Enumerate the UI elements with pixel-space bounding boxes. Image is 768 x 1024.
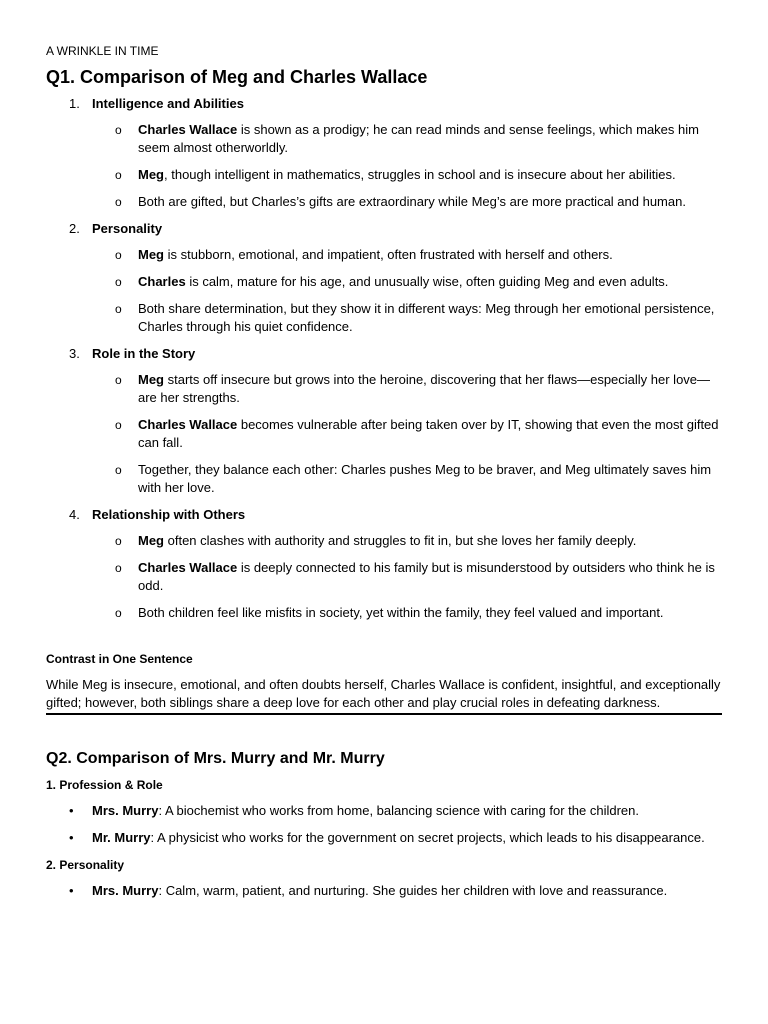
circle-bullet-icon: o xyxy=(115,373,122,387)
item-text: Together, they balance each other: Charles pushes Meg to be braver, and Meg ultimately saves him with her love. xyxy=(138,462,712,495)
bullet-list xyxy=(46,802,722,847)
q2-heading: Q2. Comparison of Mrs. Murry and Mr. Murry xyxy=(46,750,385,767)
lead-term: Mrs. Murry xyxy=(92,803,159,818)
circle-bullet-icon: o xyxy=(115,195,122,209)
item-text: : A biochemist who works from home, balancing science with caring for the children. xyxy=(158,803,639,818)
section-label: 2. Personality xyxy=(46,858,125,872)
lead-term: Meg xyxy=(138,247,164,262)
circle-bullet-icon: o xyxy=(115,275,122,289)
dot-bullet-icon: • xyxy=(69,883,74,898)
circle-bullet-icon: o xyxy=(115,418,122,432)
sub-bullet-list xyxy=(46,246,722,336)
q1-section xyxy=(46,345,722,497)
section-label: Personality xyxy=(92,221,163,236)
list-item xyxy=(46,121,722,157)
lead-term: Meg xyxy=(138,167,164,182)
circle-bullet-icon: o xyxy=(115,534,122,548)
lead-term: Meg xyxy=(138,533,164,548)
circle-bullet-icon: o xyxy=(115,463,122,477)
section-number: 3. xyxy=(69,346,80,361)
list-item xyxy=(46,802,722,820)
contrast-heading: Contrast in One Sentence xyxy=(46,652,193,666)
section-number: 1. xyxy=(69,96,80,111)
list-item xyxy=(46,273,722,291)
list-item xyxy=(46,829,722,847)
item-text: is shown as a prodigy; he can read minds and sense feelings, which makes him seem almost otherworldly. xyxy=(138,122,699,155)
item-text: : A physicist who works for the government on secret projects, which leads to his disappearance. xyxy=(150,830,705,845)
lead-term: Charles xyxy=(138,274,186,289)
item-text: is calm, mature for his age, and unusually wise, often guiding Meg and even adults. xyxy=(185,274,669,289)
circle-bullet-icon: o xyxy=(115,248,122,262)
list-item xyxy=(46,604,722,622)
q1-section xyxy=(46,506,722,622)
list-item xyxy=(46,461,722,497)
circle-bullet-icon: o xyxy=(115,123,122,137)
section-number: 2. xyxy=(69,221,80,236)
list-item xyxy=(46,371,722,407)
bullet-list xyxy=(46,882,722,900)
circle-bullet-icon: o xyxy=(115,606,122,620)
section-label: Intelligence and Abilities xyxy=(92,96,244,111)
item-text: is stubborn, emotional, and impatient, often frustrated with herself and others. xyxy=(164,247,613,262)
q1-heading: Q1. Comparison of Meg and Charles Wallace xyxy=(46,67,428,87)
circle-bullet-icon: o xyxy=(115,168,122,182)
list-item xyxy=(46,246,722,264)
contrast-paragraph: While Meg is insecure, emotional, and often doubts herself, Charles Wallace is confident, insightful, and exceptionally gifted; however, both siblings share a deep love for each other and play crucial roles in defeating darkness. xyxy=(46,676,722,715)
lead-term: Mr. Murry xyxy=(92,830,151,845)
item-text: Both children feel like misfits in society, yet within the family, they feel valued and important. xyxy=(138,605,664,620)
item-text: Both are gifted, but Charles’s gifts are extraordinary while Meg’s are more practical and human. xyxy=(138,194,686,209)
q1-section xyxy=(46,220,722,336)
lead-term: Charles Wallace xyxy=(138,122,238,137)
list-item xyxy=(46,300,722,336)
sub-bullet-list xyxy=(46,532,722,622)
item-text: : Calm, warm, patient, and nurturing. She guides her children with love and reassurance. xyxy=(158,883,668,898)
dot-bullet-icon: • xyxy=(69,803,74,818)
dot-bullet-icon: • xyxy=(69,830,74,845)
list-item xyxy=(46,882,722,900)
q2-section xyxy=(46,748,722,900)
item-text: is deeply connected to his family but is misunderstood by outsiders who think he is odd. xyxy=(138,560,715,593)
section-label: 1. Profession & Role xyxy=(46,778,163,792)
document-title: A WRINKLE IN TIME xyxy=(46,44,159,58)
item-text: Both share determination, but they show it in different ways: Meg through her emotional persistence, Charles through his quiet confidence. xyxy=(138,301,715,334)
item-text: becomes vulnerable after being taken over by IT, showing that even the most gifted can fall. xyxy=(138,417,719,450)
list-item xyxy=(46,532,722,550)
sub-bullet-list xyxy=(46,121,722,211)
lead-term: Mrs. Murry xyxy=(92,883,159,898)
circle-bullet-icon: o xyxy=(115,302,122,316)
section-label: Relationship with Others xyxy=(92,507,246,522)
lead-term: Meg xyxy=(138,372,164,387)
lead-term: Charles Wallace xyxy=(138,560,238,575)
sub-bullet-list xyxy=(46,371,722,497)
list-item xyxy=(46,559,722,595)
item-text: starts off insecure but grows into the heroine, discovering that her flaws—especially her love—are her strengths. xyxy=(138,372,711,405)
lead-term: Charles Wallace xyxy=(138,417,238,432)
section-label: Role in the Story xyxy=(92,346,196,361)
section-number: 4. xyxy=(69,507,80,522)
list-item xyxy=(46,416,722,452)
list-item xyxy=(46,193,722,211)
list-item xyxy=(46,166,722,184)
item-text: , though intelligent in mathematics, struggles in school and is insecure about her abilities. xyxy=(164,167,676,182)
circle-bullet-icon: o xyxy=(115,561,122,575)
q1-section-list xyxy=(46,95,722,622)
q1-section xyxy=(46,95,722,211)
item-text: often clashes with authority and struggles to fit in, but she loves her family deeply. xyxy=(164,533,637,548)
